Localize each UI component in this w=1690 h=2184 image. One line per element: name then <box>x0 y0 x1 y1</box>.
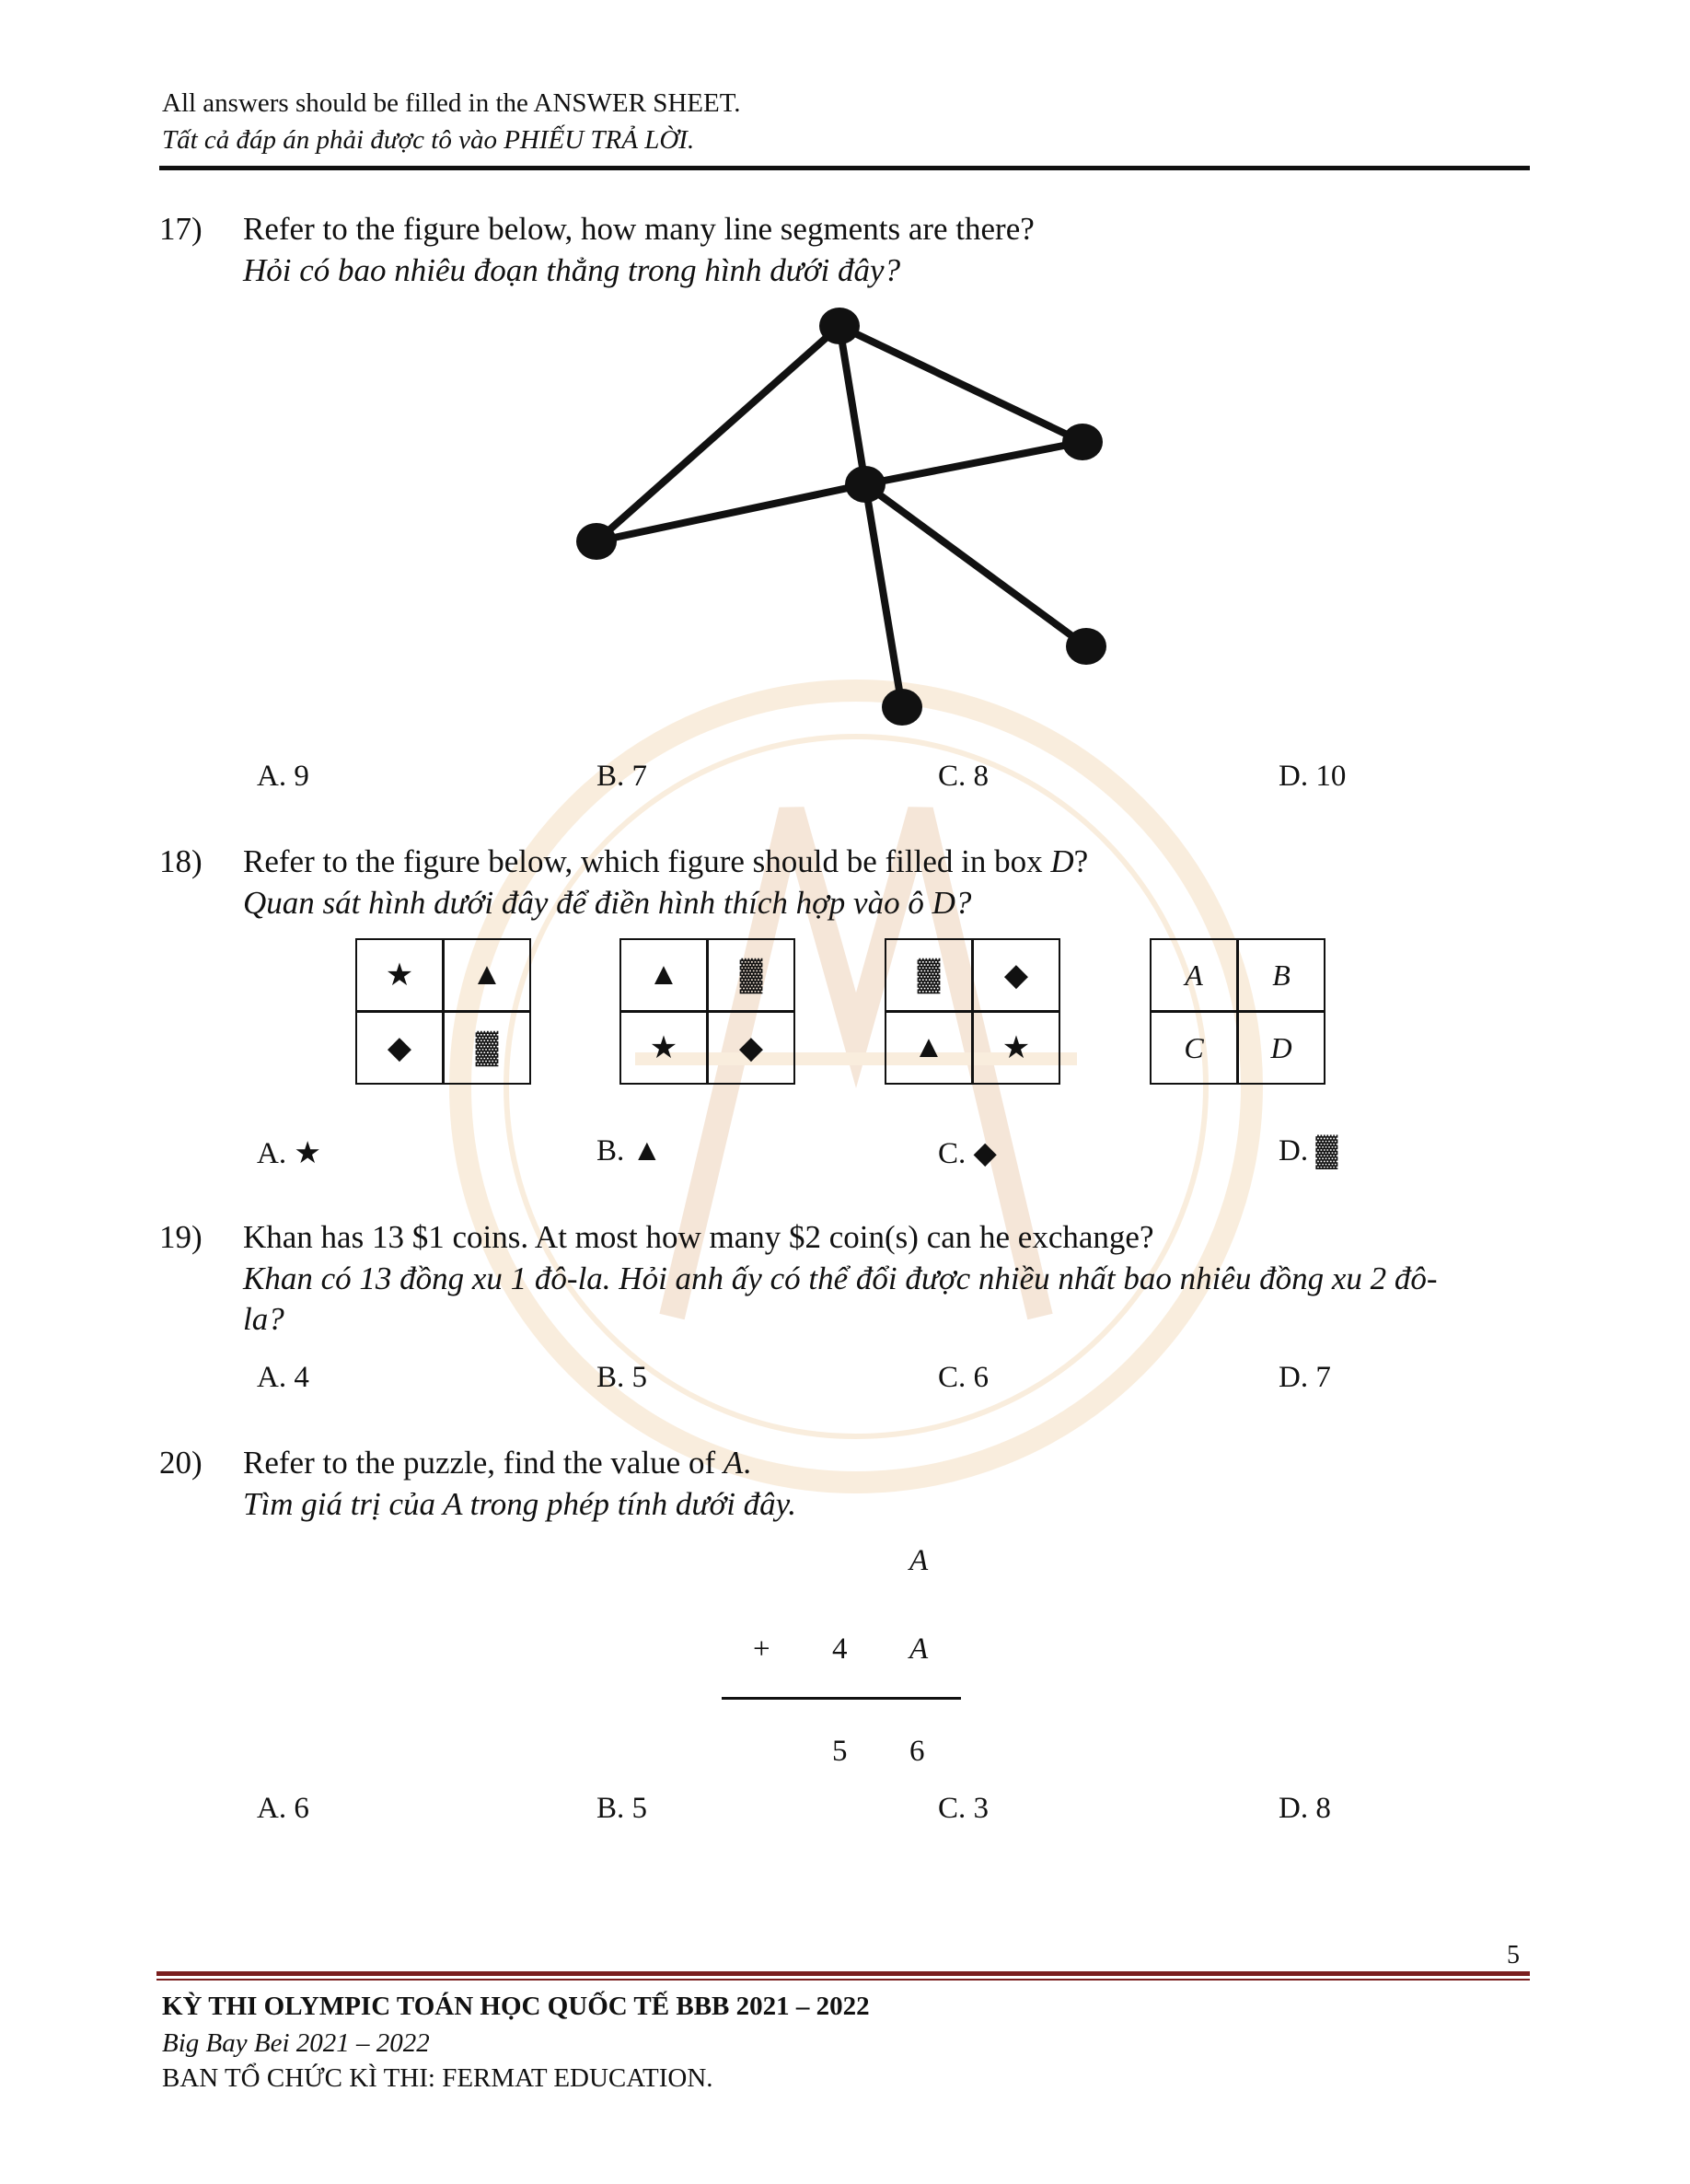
puzzle-row2-units: A <box>909 1632 929 1666</box>
grid-1-cell: ◆ <box>355 1011 444 1085</box>
grid-2-cell: ◆ <box>707 1011 795 1085</box>
q19-option-a[interactable]: A. 4 <box>257 1361 309 1394</box>
puzzle-result-units: 6 <box>909 1735 925 1768</box>
q19-option-c[interactable]: C. 6 <box>938 1361 990 1394</box>
question-17-number: 17) <box>159 211 203 247</box>
footer-divider <box>156 1971 1530 1976</box>
page-number: 5 <box>1507 1941 1520 1969</box>
instruction-english: All answers should be filled in the ANSWER SHEET. <box>162 88 741 118</box>
q18-option-b[interactable]: B. ▲ <box>596 1134 663 1168</box>
q20-option-a[interactable]: A. 6 <box>257 1792 309 1825</box>
question-19-number: 19) <box>159 1219 203 1255</box>
puzzle-row2-tens: 4 <box>832 1632 848 1666</box>
grid-3-cell: ◆ <box>972 938 1060 1012</box>
q17-option-d[interactable]: D. 10 <box>1279 760 1347 793</box>
header-divider <box>159 166 1530 170</box>
footer-divider-thin <box>156 1979 1530 1981</box>
grid-1-cell: ▲ <box>443 938 531 1012</box>
question-19-text-vi-line2: la? <box>243 1301 284 1337</box>
grid-1-cell: ★ <box>355 938 444 1012</box>
instruction-vietnamese: Tất cả đáp án phải được tô vào PHIẾU TRẢ LỜI. <box>162 125 695 155</box>
q20-option-d[interactable]: D. 8 <box>1279 1792 1331 1825</box>
question-20-text: Refer to the puzzle, find the value of A. <box>243 1445 752 1481</box>
line-segment-figure <box>552 295 1123 737</box>
footer-exam-subtitle: Big Bay Bei 2021 – 2022 <box>162 2028 430 2058</box>
question-19-text: Khan has 13 $1 coins. At most how many $2 coin(s) can he exchange? <box>243 1219 1154 1255</box>
q18-option-d[interactable]: D. ▓ <box>1279 1134 1338 1168</box>
puzzle-row1-units: A <box>909 1544 929 1577</box>
footer-organizer: BAN TỔ CHỨC KÌ THI: FERMAT EDUCATION. <box>162 2063 713 2093</box>
grid-2-cell: ▲ <box>619 938 708 1012</box>
puzzle-plus-sign: + <box>753 1632 770 1666</box>
grid-4-cell-c: C <box>1150 1011 1238 1085</box>
grid-3-cell: ▲ <box>885 1011 973 1085</box>
question-18-text: Refer to the figure below, which figure should be filled in box D? <box>243 843 1089 879</box>
q17-option-b[interactable]: B. 7 <box>596 760 648 793</box>
grid-1-cell: ▓ <box>443 1011 531 1085</box>
q19-option-d[interactable]: D. 7 <box>1279 1361 1331 1394</box>
grid-4-cell-b: B <box>1237 938 1325 1012</box>
q20-option-b[interactable]: B. 5 <box>596 1792 648 1825</box>
question-18-number: 18) <box>159 843 203 879</box>
puzzle-result-tens: 5 <box>832 1735 848 1768</box>
question-18-text-vi: Quan sát hình dưới đây để điền hình thích hợp vào ô D? <box>243 885 972 921</box>
question-19-text-vi-line1: Khan có 13 đồng xu 1 đô-la. Hỏi anh ấy có thể đổi được nhiều nhất bao nhiêu đồng xu 2 đô- <box>243 1260 1438 1296</box>
puzzle-sum-line <box>722 1697 961 1700</box>
q17-option-a[interactable]: A. 9 <box>257 760 309 793</box>
q18-option-a[interactable]: A. ★ <box>257 1137 321 1170</box>
q18-option-c[interactable]: C. ◆ <box>938 1137 997 1170</box>
question-20-number: 20) <box>159 1445 203 1481</box>
watermark-logo <box>396 672 1316 1501</box>
grid-2-cell: ★ <box>619 1011 708 1085</box>
grid-3-cell: ▓ <box>885 938 973 1012</box>
question-20-text-vi: Tìm giá trị của A trong phép tính dưới đây. <box>243 1486 797 1522</box>
grid-4-cell-d: D <box>1237 1011 1325 1085</box>
grid-2-cell: ▓ <box>707 938 795 1012</box>
q17-option-c[interactable]: C. 8 <box>938 760 990 793</box>
q19-option-b[interactable]: B. 5 <box>596 1361 648 1394</box>
footer-exam-title: KỲ THI OLYMPIC TOÁN HỌC QUỐC TẾ BBB 2021 – 2022 <box>162 1992 870 2021</box>
q20-option-c[interactable]: C. 3 <box>938 1792 990 1825</box>
question-17-text: Refer to the figure below, how many line segments are there? <box>243 211 1035 247</box>
grid-3-cell: ★ <box>972 1011 1060 1085</box>
grid-4-cell-a: A <box>1150 938 1238 1012</box>
question-17-text-vi: Hỏi có bao nhiêu đoạn thẳng trong hình dưới đây? <box>243 252 901 288</box>
